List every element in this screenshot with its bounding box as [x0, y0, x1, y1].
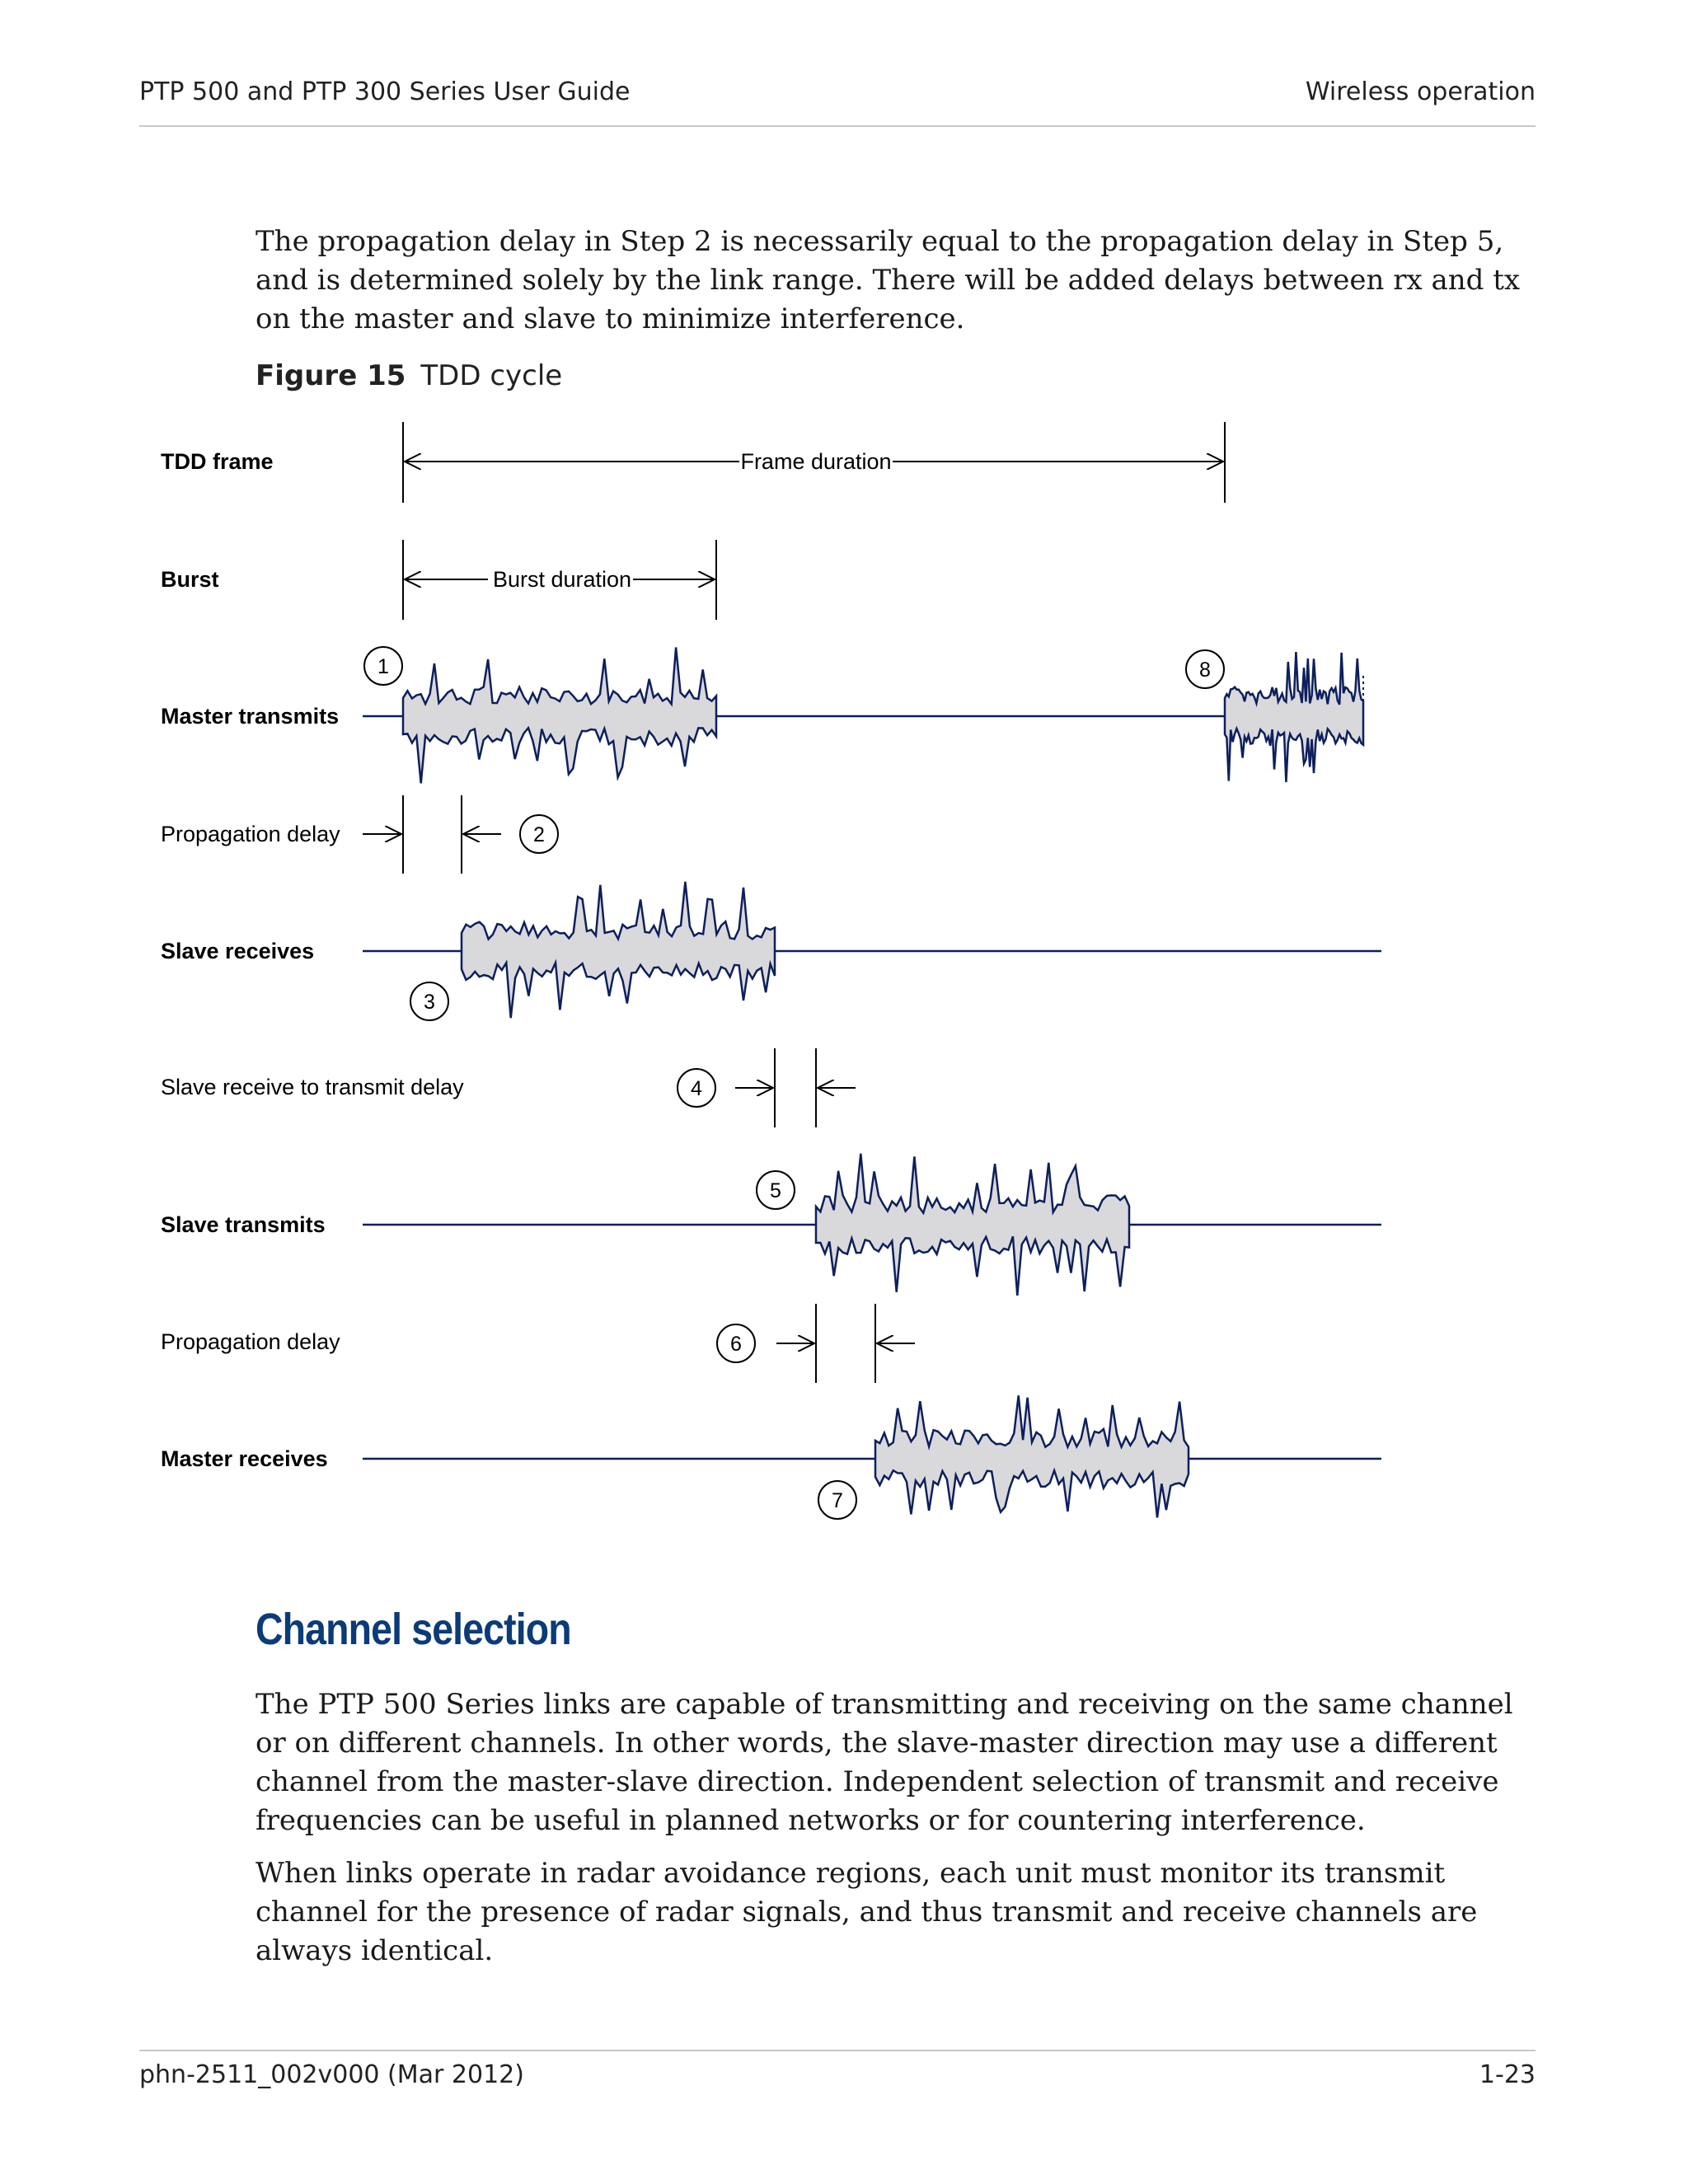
step-7-marker [818, 1481, 856, 1519]
step-1-marker [364, 647, 402, 685]
frame-duration-label: Frame duration [740, 449, 892, 474]
header-section: Wireless operation [1305, 77, 1536, 106]
label-slave-transmits: Slave transmits [161, 1212, 326, 1237]
step-5-marker [757, 1171, 795, 1209]
section-heading: Channel selection [256, 1605, 571, 1654]
footer-rule [139, 2050, 1536, 2051]
step-2-number: 2 [533, 823, 545, 846]
label-propagation-delay-2: Propagation delay [161, 1329, 340, 1354]
step-6-marker [717, 1324, 755, 1362]
footer-doc-id: phn-2511_002v000 (Mar 2012) [139, 2060, 524, 2089]
master-transmit-burst [403, 648, 716, 784]
footer-page-number: 1-23 [1479, 2060, 1536, 2089]
label-master-receives: Master receives [161, 1446, 328, 1471]
step-4-number: 4 [691, 1077, 702, 1100]
slave-rx-tx-delay-marker [735, 1048, 856, 1127]
propagation-delay-2-marker [776, 1304, 915, 1383]
label-slave-rx-tx-delay: Slave receive to transmit delay [161, 1075, 464, 1099]
step-2-marker [520, 815, 558, 853]
frame-duration-dimension [403, 422, 1225, 503]
figure-number: Figure 15 [256, 359, 406, 392]
page-footer [139, 2060, 1536, 2089]
step-8-number: 8 [1199, 658, 1211, 682]
step-7-number: 7 [832, 1489, 843, 1512]
figure-title: TDD cycle [420, 359, 563, 392]
label-tdd-frame: TDD frame [161, 449, 274, 474]
intro-paragraph: The propagation delay in Step 2 is necessarily equal to the propagation delay in Step 5, and is determined solely by the link range. There will be added delays between rx and tx on the master and slave to minimize interference. [256, 225, 1521, 335]
step-5-number: 5 [770, 1179, 781, 1202]
burst-duration-label: Burst duration [492, 567, 632, 592]
master-transmit-burst-next [1225, 652, 1363, 782]
label-burst: Burst [161, 567, 219, 592]
label-master-transmits: Master transmits [161, 704, 340, 729]
label-propagation-delay-1: Propagation delay [161, 822, 340, 846]
paragraph-radar-avoidance: When links operate in radar avoidance regions, each unit must monitor its transmit channel for the presence of radar signals, and thus transmit and receive channels are always identical. [256, 1857, 1478, 1967]
step-6-number: 6 [730, 1333, 742, 1356]
label-slave-receives: Slave receives [161, 939, 315, 963]
step-3-number: 3 [424, 991, 435, 1014]
burst-duration-dimension [403, 540, 716, 620]
step-4-marker [678, 1069, 715, 1107]
step-8-marker [1186, 650, 1224, 688]
propagation-delay-1-marker [363, 795, 501, 874]
header-title: PTP 500 and PTP 300 Series User Guide [139, 77, 631, 106]
master-receive-burst [875, 1395, 1189, 1517]
paragraph-channel-selection: The PTP 500 Series links are capable of transmitting and receiving on the same channel or on different channels. In other words, the slave-master direction may use a different channel from the master-slave direction. Independent selection of transmit and receive frequencies can be useful in planned networks or for countering interference. [256, 1688, 1513, 1837]
slave-transmit-burst [816, 1154, 1129, 1296]
step-3-marker [410, 982, 448, 1020]
slave-receive-burst [462, 882, 775, 1018]
step-1-number: 1 [377, 655, 389, 678]
